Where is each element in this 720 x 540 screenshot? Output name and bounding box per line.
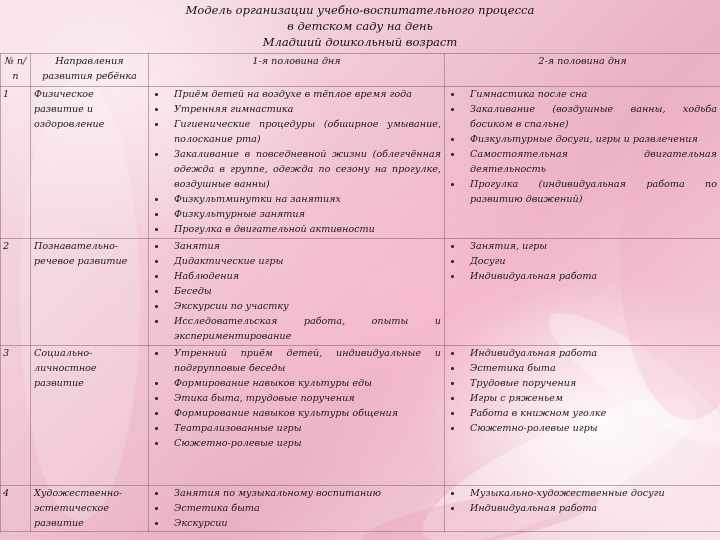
list-item: Беседы <box>152 284 441 299</box>
list-item: Прогулка (индивидуальная работа по развитию движений) <box>448 177 717 207</box>
row-first-half <box>149 486 445 532</box>
list-item: Утренняя гимнастика <box>152 102 441 117</box>
row-direction: Художественно-эстетическое развитие <box>31 486 149 532</box>
list-item: Сюжетно-ролевые игры <box>152 436 441 451</box>
table-header-row <box>1 54 720 87</box>
list-item: Прогулка в двигательной активности <box>152 222 441 237</box>
schedule-table <box>0 53 720 532</box>
list-item: Игры с ряженьем <box>448 391 717 406</box>
row-num: 3 <box>1 346 31 486</box>
document-title <box>0 2 720 50</box>
table-row <box>1 239 720 346</box>
table-row <box>1 486 720 532</box>
list-item: Трудовые поручения <box>448 376 717 391</box>
list-item: Физкультурные досуги, игры и развлечения <box>448 132 717 147</box>
list-item: Гигиенические процедуры (обширное умывание, полоскание рта) <box>152 117 441 147</box>
list-item: Эстетика быта <box>448 361 717 376</box>
row-direction: Социально-личностное развитие <box>31 346 149 486</box>
row-first-half <box>149 346 445 486</box>
list-item: Индивидуальная работа <box>448 501 717 516</box>
list-item: Занятия по музыкальному воспитанию <box>152 486 441 501</box>
list-item: Дидактические игры <box>152 254 441 269</box>
row-direction: Физическое развитие и оздоровление <box>31 87 149 239</box>
list-item: Занятия <box>152 239 441 254</box>
list-item: Театрализованные игры <box>152 421 441 436</box>
list-item: Исследовательская работа, опыты и экспериментирование <box>152 314 441 344</box>
list-item: Физкультминутки на занятиях <box>152 192 441 207</box>
title-line-3: Младший дошкольный возраст <box>262 35 458 49</box>
list-item: Экскурсии по участку <box>152 299 441 314</box>
row-first-half <box>149 239 445 346</box>
list-item: Индивидуальная работа <box>448 269 717 284</box>
row-second-half <box>445 486 720 532</box>
row-num: 1 <box>1 87 31 239</box>
list-item: Утренний приём детей, индивидуальные и подгрупповые беседы <box>152 346 441 376</box>
list-item: Формирование навыков культуры еды <box>152 376 441 391</box>
list-item: Занятия, игры <box>448 239 717 254</box>
list-item: Музыкально-художественные досуги <box>448 486 717 501</box>
row-first-half <box>149 87 445 239</box>
list-item: Сюжетно-ролевые игры <box>448 421 717 436</box>
list-item: Физкультурные занятия <box>152 207 441 222</box>
title-line-2: в детском саду на день <box>287 19 433 33</box>
list-item: Этика быта, трудовые поручения <box>152 391 441 406</box>
header-direction: Направления развития ребёнка <box>31 54 149 87</box>
list-item: Наблюдения <box>152 269 441 284</box>
list-item: Приём детей на воздухе в тёплое время года <box>152 87 441 102</box>
list-item: Самостоятельная двигательная деятельность <box>448 147 717 177</box>
list-item: Закаливание (воздушные ванны, ходьба босиком в спальне) <box>448 102 717 132</box>
list-item: Экскурсии <box>152 516 441 531</box>
header-first-half: 1-я половина дня <box>149 54 445 87</box>
table-row <box>1 87 720 239</box>
row-second-half <box>445 239 720 346</box>
table-row <box>1 346 720 486</box>
row-direction: Познавательно-речевое развитие <box>31 239 149 346</box>
list-item: Индивидуальная работа <box>448 346 717 361</box>
list-item: Работа в книжном уголке <box>448 406 717 421</box>
list-item: Формирование навыков культуры общения <box>152 406 441 421</box>
list-item: Досуги <box>448 254 717 269</box>
row-second-half <box>445 346 720 486</box>
list-item: Гимнастика после сна <box>448 87 717 102</box>
row-num: 2 <box>1 239 31 346</box>
row-second-half <box>445 87 720 239</box>
header-second-half: 2-я половина дня <box>445 54 720 87</box>
title-line-1: Модель организации учебно-воспитательного процесса <box>185 3 535 17</box>
row-num: 4 <box>1 486 31 532</box>
list-item: Эстетика быта <box>152 501 441 516</box>
list-item: Закаливание в повседневной жизни (облегчённая одежда в группе, одежда по сезону на прогулке, воздушные ванны) <box>152 147 441 192</box>
header-num: № п/п <box>1 54 31 87</box>
